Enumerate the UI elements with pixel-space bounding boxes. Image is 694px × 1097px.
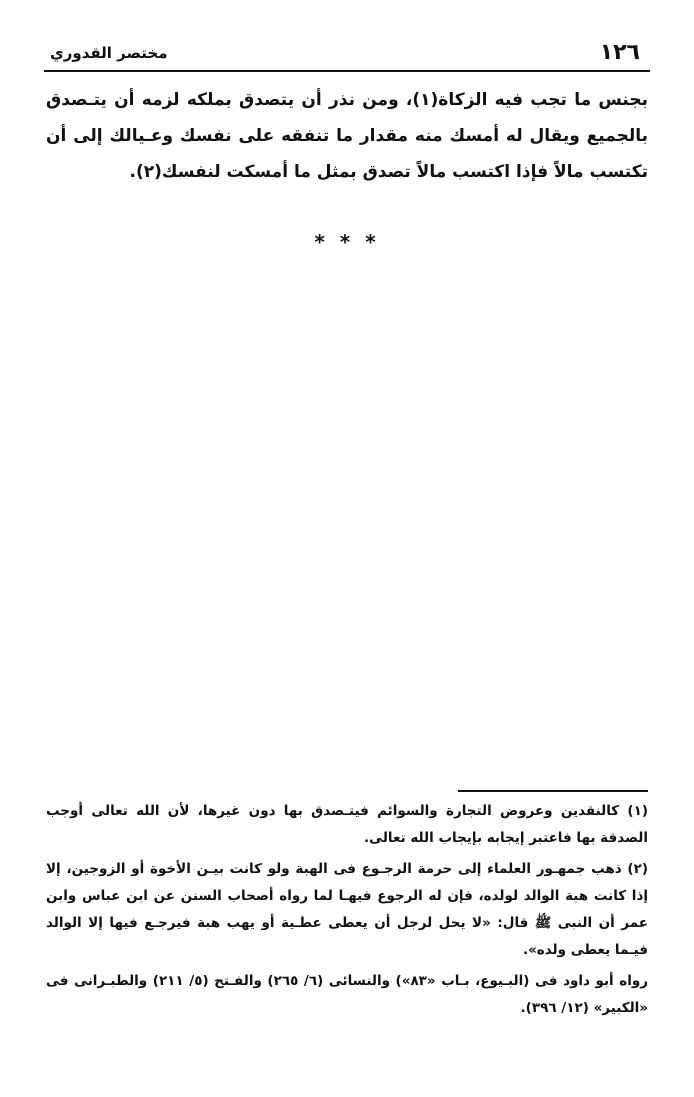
footnote-2-source: رواه أبو داود فى (البـيوع، بـاب «٨٣») والنسائى (٦/ ٢٦٥) والفـتح (٥/ ٢١١) والطبـرانى فى «الكبير» (١٢/ ٣٩٦). — [46, 973, 649, 1016]
page-header — [44, 38, 650, 72]
page-number: ١٢٦ — [599, 40, 640, 65]
section-separator: * * * — [314, 230, 380, 254]
footnotes-section — [46, 798, 648, 1026]
footnote-1: (١) كالنقدين وعروض التجارة والسوائم فيتـصدق بها دون غيرها، لأن الله تعالى أوجب الصدقة بها فاعتبر إيجابه بإيجاب الله تعالى. — [46, 803, 648, 846]
footnote-divider — [458, 790, 648, 792]
book-title: مختصر القدوري — [50, 44, 168, 62]
footnote-2: (٢) ذهب جمهـور العلماء إلى حرمة الرجـوع فى الهبة ولو كانت بيـن الأخوة أو الزوجين، إلا إذا كانت هبة الوالد لولده، فإن له الرجوع فيهـا لما رواه أصحاب السنن عن ابن عباس وابن عمر أن النبى ﷺ قال: «لا يحل لرجل أن يعطى عطـية أو يهب هبة فيرجـع فيها إلا الوالد فيـما يعطى ولده». — [46, 861, 648, 958]
main-paragraph: بجنس ما تجب فيه الزكاة(١)، ومن نذر أن يتصدق بملكه لزمه أن يتـصدق بالجميع ويقال له أمسك منه مقدار ما تنفقه على نفسك وعـيالك إلى أن تكتسب مالاً فإذا اكتسب مالاً تصدق بمثل ما أمسكت لنفسك(٢). — [46, 90, 648, 182]
